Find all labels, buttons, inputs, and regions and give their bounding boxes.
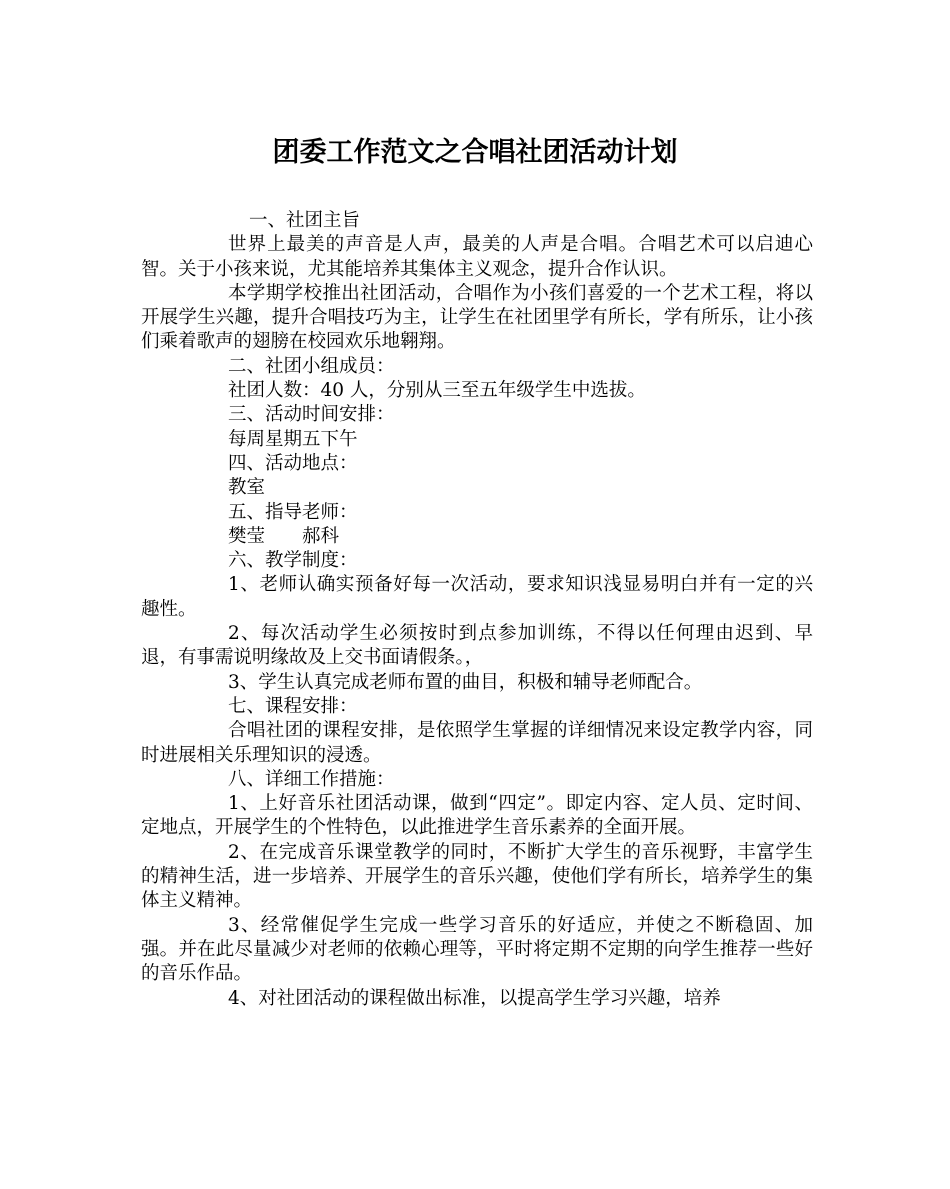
paragraph: 社团人数：40 人，分别从三至五年级学生中选拔。	[228, 380, 646, 402]
section-heading-measures: 八、详细工作措施：	[228, 768, 395, 790]
paragraph: 教室	[228, 477, 266, 499]
section-heading-purpose: 一、社团主旨	[249, 210, 361, 231]
document-body	[141, 209, 813, 1011]
section-heading-rules: 六、教学制度：	[228, 550, 358, 572]
section-heading-members: 二、社团小组成员：	[228, 355, 395, 377]
paragraph: 世界上最美的声音是人声，最美的人声是合唱。合唱艺术可以启迪心智。关于小孩来说，尤其能培养其集体主义观念，提升合作认识。	[141, 234, 813, 280]
list-item: 1、上好音乐社团活动课，做到“四定”。即定内容、定人员、定时间、定地点，开展学生的个性特色，以此推进学生音乐素养的全面开展。	[141, 793, 813, 839]
list-item: 1、老师认确实预备好每一次活动，要求知识浅显易明白并有一定的兴趣性。	[141, 574, 813, 620]
document-title: 团委工作范文之合唱社团活动计划	[272, 137, 678, 168]
paragraph: 本学期学校推出社团活动，合唱作为小孩们喜爱的一个艺术工程，将以开展学生兴趣，提升合唱技巧为主，让学生在社团里学有所长，学有所乐，让小孩们乘着歌声的翅膀在校园欢乐地翱翔。	[141, 282, 813, 353]
section-heading-location: 四、活动地点：	[228, 452, 358, 474]
section-heading-curriculum: 七、课程安排：	[228, 695, 358, 717]
paragraph: 樊莹 郝科	[228, 525, 340, 547]
list-item: 3、学生认真完成老师布置的曲目，积极和辅导老师配合。	[228, 671, 703, 693]
list-item: 3、经常催促学生完成一些学习音乐的好适应，并使之不断稳固、加强。并在此尽量减少对老师的依赖心理等，平时将定期不定期的向学生推荐一些好的音乐作品。	[141, 914, 813, 985]
paragraph: 每周星期五下午	[228, 428, 358, 450]
paragraph: 合唱社团的课程安排，是依照学生掌握的详细情况来设定教学内容，同时进展相关乐理知识的浸透。	[141, 720, 813, 766]
section-heading-schedule: 三、活动时间安排：	[228, 404, 395, 426]
list-item: 2、在完成音乐课堂教学的同时，不断扩大学生的音乐视野，丰富学生的精神生活，进一步培养、开展学生的音乐兴趣，使他们学有所长，培养学生的集体主义精神。	[141, 841, 813, 912]
section-heading-teachers: 五、指导老师：	[228, 501, 358, 523]
list-item: 4、对社团活动的课程做出标准，以提高学生学习兴趣，培养	[228, 987, 721, 1009]
list-item: 2、每次活动学生必须按时到点参加训练，不得以任何理由迟到、早退，有事需说明缘故及上交书面请假条。，	[141, 623, 813, 669]
